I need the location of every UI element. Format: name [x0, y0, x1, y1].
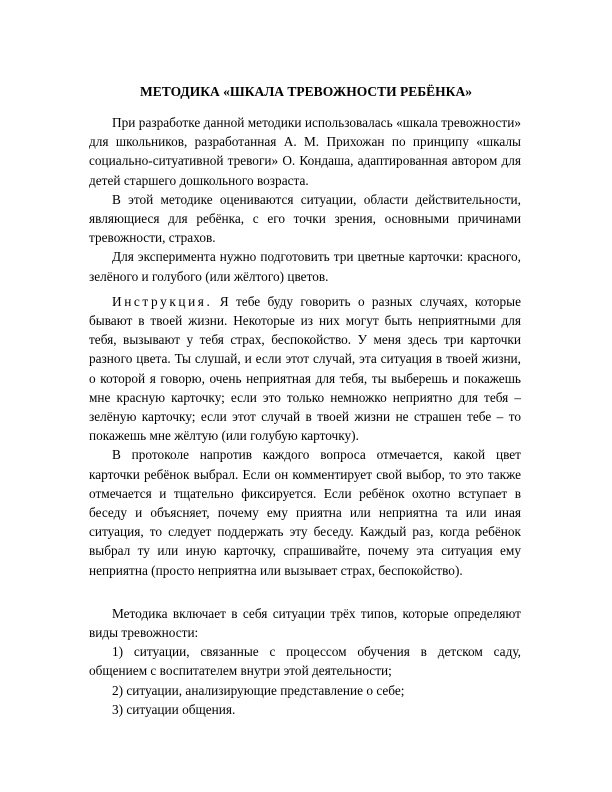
instruction-heading: Инструкция. [112, 293, 213, 309]
paragraph-instruction [89, 292, 521, 446]
list-item-learning: 1) ситуации, связанные с процессом обучения в детском саду, общением с воспитателем внутри этой деятельности; [89, 644, 521, 679]
paragraph-intro: При разработке данной методики использовалась «шкала тревожности» для школьников, разработанная А. М. Прихожан по принципу «шкалы социально-ситуативной тревоги» О. Кондаша, адаптированная автором для детей старшего дошкольного возраста. [89, 115, 521, 188]
instruction-text: Я тебе буду говорить о разных случаях, которые бывают в твоей жизни. Некоторые из них могут быть неприятными для тебя, вызывают у тебя страх, беспокойство. У меня здесь три карточки разного цвета. Ты слушай, и если этот случай, эта ситуация в твоей жизни, о которой я говорю, очень неприятная для тебя, ты выберешь и покажешь мне красную карточку; если это только немножко неприятно для тебя – зелёную карточку; если этот случай в твоей жизни не страшен тебе – то покажешь мне жёлтую (или голубую карточку). [89, 293, 521, 444]
paragraph-protocol: В протоколе напротив каждого вопроса отмечается, какой цвет карточки ребёнок выбрал. Если он комментирует свой выбор, то это также отмечается и тщательно фиксируется. Если ребёнок охотно вступает в беседу и объясняет, почему ему приятна или неприятна та или иная ситуация, то следует поддержать эту беседу. Каждый раз, когда ребёнок выбрал ту или иную карточку, спрашивайте, почему эта ситуация ему неприятна (просто неприятна или вызывает страх, беспокойство). [89, 447, 521, 578]
list-item-self: 2) ситуации, анализирующие представление о себе; [112, 682, 405, 698]
paragraph-situations: В этой методике оцениваются ситуации, области действительности, являющиеся для ребёнка, с его точки зрения, основными причинами тревожности, страхов. [89, 191, 521, 246]
document-title: МЕТОДИКА «ШКАЛА ТРЕВОЖНОСТИ РЕБЁНКА» [140, 84, 472, 99]
section-gap [89, 580, 521, 604]
list-item-communication: 3) ситуации общения. [112, 701, 236, 717]
document-body [89, 113, 521, 719]
paragraph-cards: Для эксперимента нужно подготовить три цветные карточки: красного, зелёного и голубого (или жёлтого) цветов. [89, 249, 521, 284]
paragraph-types: Методика включает в себя ситуации трёх типов, которые определяют виды тревожности: [89, 605, 521, 641]
